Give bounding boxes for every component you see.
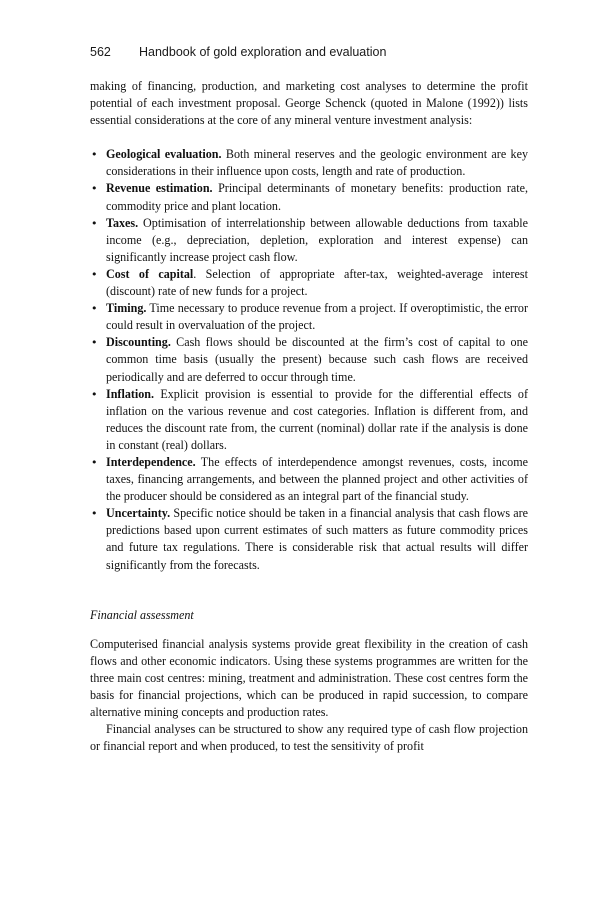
running-title: Handbook of gold exploration and evaluation [139, 45, 387, 59]
list-item-term: Discounting. [106, 335, 171, 350]
list-item-term: Timing. [106, 301, 147, 316]
list-item [90, 300, 528, 334]
list-item [90, 180, 528, 214]
list-item-text: The effects of interdependence amongst revenues, costs, income taxes, financing arrangements, and between the planned project and other activities of the producer should be considered as an integral part of the financial study. [106, 454, 528, 504]
list-item [90, 334, 528, 385]
running-header [90, 45, 530, 59]
list-item-term: Revenue estimation. [106, 181, 213, 196]
list-item-text: Time necessary to produce revenue from a project. If overoptimistic, the error could result in overvaluation of the project. [106, 301, 528, 333]
list-item-term: Interdependence. [106, 454, 196, 469]
list-item-text: Specific notice should be taken in a financial analysis that cash flows are predictions based upon current estimates of such matters as future commodity prices and future tax regulations. There is considerable risk that actual results will differ significantly from the forecasts. [106, 506, 528, 572]
section-paragraph: Computerised financial analysis systems provide great flexibility in the creation of cash flows and other economic indicators. Using these systems programmes are written for the three main cost centres: mining, treatment and administration. These cost centres form the basis for financial projections, which can be produced in rapid succession, to compare alternative mining concepts and production rates. [90, 636, 528, 720]
list-item-term: Cost of capital [106, 266, 194, 281]
list-item-text: . Selection of appropriate after-tax, weighted-average interest (discount) rate of new funds for a project. [106, 266, 528, 299]
list-item-text: Both mineral reserves and the geologic environment are key considerations in their influence upon costs, length and rate of production. [106, 147, 528, 179]
list-item-term: Uncertainty. [106, 506, 171, 521]
list-item-term: Inflation. [106, 386, 155, 401]
page-number: 562 [90, 45, 111, 59]
list-item-text: Optimisation of interrelationship between allowable deductions from taxable income (e.g., depreciation, depletion, exploration and interest expense) can significantly increase project cash flow. [106, 215, 528, 264]
list-item-term: Taxes. [106, 215, 139, 230]
list-item [90, 266, 528, 300]
list-item [90, 386, 528, 454]
list-item-term: Geological evaluation. [106, 147, 222, 162]
list-item-text: Principal determinants of monetary benefits: production rate, commodity price and plant location. [106, 181, 528, 213]
list-item [90, 215, 528, 266]
section-heading: Financial assessment [90, 607, 194, 622]
list-item [90, 454, 528, 505]
section-paragraph: Financial analyses can be structured to show any required type of cash flow projection or financial report and when produced, to test the sensitivity of profit [90, 722, 528, 754]
list-item-text: Cash flows should be discounted at the firm’s cost of capital to one common time basis (usually the present) because such cash flows are received periodically and are deferred to occur through time. [106, 335, 528, 384]
list-item-text: Explicit provision is essential to provide for the differential effects of inflation on the various revenue and cost categories. Inflation is different from, and reduces the discount rate from, the current (nominal) dollar rate if the analysis is done in constant (real) dollars. [106, 386, 528, 452]
list-item [90, 146, 528, 180]
list-item [90, 505, 528, 573]
intro-paragraph: making of financing, production, and marketing cost analyses to determine the profit potential of each investment proposal. George Schenck (quoted in Malone (1992)) lists essential considerations at the core of any mineral venture investment analysis: [90, 79, 528, 128]
page-body [90, 78, 528, 755]
considerations-list [90, 146, 528, 573]
